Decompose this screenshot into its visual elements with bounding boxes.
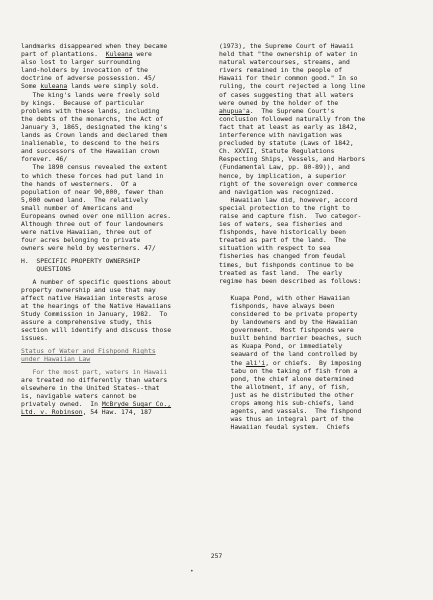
section-heading: [21, 257, 209, 273]
text-line: natural watercourses, streams, and: [219, 58, 350, 67]
text-line: Europeans owned over one million acres.: [21, 211, 172, 220]
text-line: ruling, the court rejected a long line: [219, 82, 366, 91]
block-quote-kuapa-pond: [219, 294, 416, 432]
text-line: Hawaii for their common good." In so: [219, 74, 358, 83]
text-line: Hawaiian law did, however, accord: [219, 195, 358, 204]
page-number: 257: [210, 552, 223, 560]
text-line: Ch. XXVII, Statute Regulations: [219, 147, 335, 156]
text-line: ahupua'a. The Supreme Court's: [219, 106, 335, 115]
text-line: held that "the ownership of water in: [219, 50, 358, 59]
text-line: treated as fast land. The early: [219, 268, 343, 277]
text-line: forever. 46/: [21, 155, 68, 164]
subheading-line: under Hawaiian Law: [21, 354, 91, 363]
quote-line: crops among his sub-chiefs, land: [219, 399, 354, 408]
text-line: fact that at least as early as 1842,: [219, 122, 358, 131]
text-line: precluded by statute (Laws of 1842,: [219, 139, 354, 148]
quote-line: fishponds, have always been: [219, 301, 335, 310]
text-line: A number of specific questions about: [21, 277, 172, 286]
text-line: owners were held by westerners. 47/: [21, 244, 156, 253]
text-line: are treated no differently than waters: [21, 375, 168, 384]
quote-line: Hawaiian feudal system. Chiefs: [219, 423, 350, 432]
text-line: section will identify and discuss those: [21, 326, 172, 335]
quote-line: the allotment, if any, of fish,: [219, 382, 350, 391]
text-line: ies of waters, sea fisheries and: [219, 220, 343, 229]
text-line: property ownership and use that may: [21, 285, 156, 294]
quote-line: government. Most fishponds were: [219, 326, 354, 335]
text-line: the hands of westerners. Of a: [21, 179, 137, 188]
paragraph-census: [21, 163, 209, 252]
paragraph-questions: [21, 278, 209, 343]
text-line: were owned by the holder of the: [219, 98, 339, 107]
quote-line: as Kuapa Pond, or immediately: [219, 342, 343, 351]
paragraph-waters: [21, 368, 209, 417]
text-line: issues.: [21, 334, 48, 343]
subsection-heading: [21, 347, 209, 363]
kuleana-term: Kuleana: [105, 50, 133, 59]
text-line: is, navigable waters cannot be: [21, 391, 137, 400]
case-name: Ltd. v. Robinson: [21, 408, 83, 417]
text-line: January 3, 1865, designated the king's: [21, 122, 168, 131]
right-column: [219, 42, 416, 431]
quote-line: considered to be private property: [219, 310, 358, 318]
text-line: conclusion followed naturally from the: [219, 114, 366, 123]
text-line: special protection to the right to: [219, 203, 350, 212]
text-line: lands as Crown lands and declared them: [21, 131, 168, 140]
text-line: fishponds, have historically been: [219, 228, 346, 237]
text-line: 5,000 owned land. The relatively: [21, 195, 148, 204]
text-line: land-holders by invocation of the: [21, 66, 148, 75]
text-line: For the most part, waters in Hawaii: [21, 367, 168, 376]
left-column: [21, 42, 209, 416]
text-line: interference with navigation was: [219, 131, 343, 140]
quote-line: tabu on the taking of fish from a: [219, 366, 358, 375]
footer-mark: •: [190, 568, 194, 575]
text-line: of cases suggesting that all waters: [219, 90, 354, 99]
text-line: raise and capture fish. Two categor-: [219, 211, 362, 220]
text-line: doctrine of adverse possession. 45/: [21, 74, 156, 83]
text-line: four acres belonging to private: [21, 236, 141, 245]
subheading-line: Status of Water and Fishpond Rights: [21, 346, 156, 355]
text-line: were native Hawaiian, three out of: [21, 228, 152, 237]
text-line: fisheries has changed from feudal: [219, 252, 346, 261]
text-line: times, but fishponds continue to be: [219, 260, 354, 269]
text-line: The 1890 census revealed the extent: [21, 163, 168, 172]
quote-line: by landowners and by the Hawaiian: [219, 318, 358, 327]
text-line: Although three out of four landowners: [21, 220, 164, 229]
text-line: Ltd. v. Robinson, 54 Haw. 174, 187: [21, 408, 152, 417]
text-line: to which these forces had put land in: [21, 171, 164, 180]
text-line: hence, by implication, a superior: [219, 171, 346, 180]
text-line: landmarks disappeared when they became: [21, 42, 168, 50]
text-line: elsewhere in the United States--that: [21, 383, 160, 392]
case-name: McBryde Sugar Co.,: [101, 399, 172, 408]
text-line: small number of Americans and: [21, 203, 133, 212]
paragraph-kings-lands: [21, 91, 209, 164]
text-line: (1973), the Supreme Court of Hawaii: [219, 42, 354, 50]
text-line: treated as part of the land. The: [219, 236, 346, 245]
text-line: and successors of the Hawaiian crown: [21, 147, 160, 156]
quote-line: just as he distributed the other: [219, 390, 354, 399]
text-line: assure a comprehensive study, this: [21, 318, 152, 327]
alii-term: ali'i: [245, 358, 266, 367]
kuleana-term: kuleana: [40, 82, 68, 91]
text-line: (Fundamental Law, pp. 80-89)), and: [219, 163, 350, 172]
text-line: Some kuleana lands were simply sold.: [21, 82, 160, 91]
text-line: and navigation was recognized.: [219, 187, 335, 196]
quote-line: seaward of the land controlled by: [219, 350, 358, 359]
paragraph-supreme-court: [219, 42, 416, 196]
paragraph-landmarks: [21, 42, 209, 91]
text-line: situation with respect to sea: [219, 244, 331, 253]
text-line: inalienable, to descend to the heirs: [21, 139, 160, 148]
text-line: Respecting Ships, Vessels, and Harbors: [219, 155, 366, 164]
paragraph-fisheries: [219, 196, 416, 285]
text-line: part of plantations. Kuleana were: [21, 50, 152, 59]
text-line: privately owned. In McBryde Sugar Co.,: [21, 399, 172, 408]
text-line: problems with these lands, including: [21, 106, 160, 115]
text-line: at the hearings of the Native Hawaiians: [21, 301, 172, 310]
heading-line: H. SPECIFIC PROPERTY OWNERSHIP: [21, 256, 141, 265]
text-line: population of near 90,000, fewer than: [21, 187, 164, 196]
quote-line: pond, the chief alone determined: [219, 374, 354, 383]
quote-line: was thus an integral part of the: [219, 415, 354, 424]
text-line: Study Commission in January, 1982. To: [21, 310, 168, 318]
ahupuaa-term: ahupua'a: [219, 106, 250, 115]
heading-line: QUESTIONS: [21, 265, 72, 274]
quote-line: the ali'i, or chiefs. By imposing: [219, 358, 362, 367]
text-line: right of the sovereign over commerce: [219, 179, 358, 188]
text-line: rivers remained in the people of: [219, 66, 343, 75]
quote-line: Kuapa Pond, with other Hawaiian: [219, 293, 350, 302]
text-line: the debts of the monarchs, the Act of: [21, 114, 164, 123]
quote-line: built behind barrier beaches, such: [219, 334, 362, 343]
text-line: regime has been described as follows:: [219, 276, 362, 285]
text-line: The king's lands were freely sold: [21, 90, 160, 99]
quote-line: agents, and vassals. The fishpond: [219, 407, 362, 416]
text-line: by kings. Because of particular: [21, 98, 145, 107]
text-line: affect native Hawaiian interests arose: [21, 293, 168, 302]
text-line: also lost to larger surrounding: [21, 58, 141, 67]
